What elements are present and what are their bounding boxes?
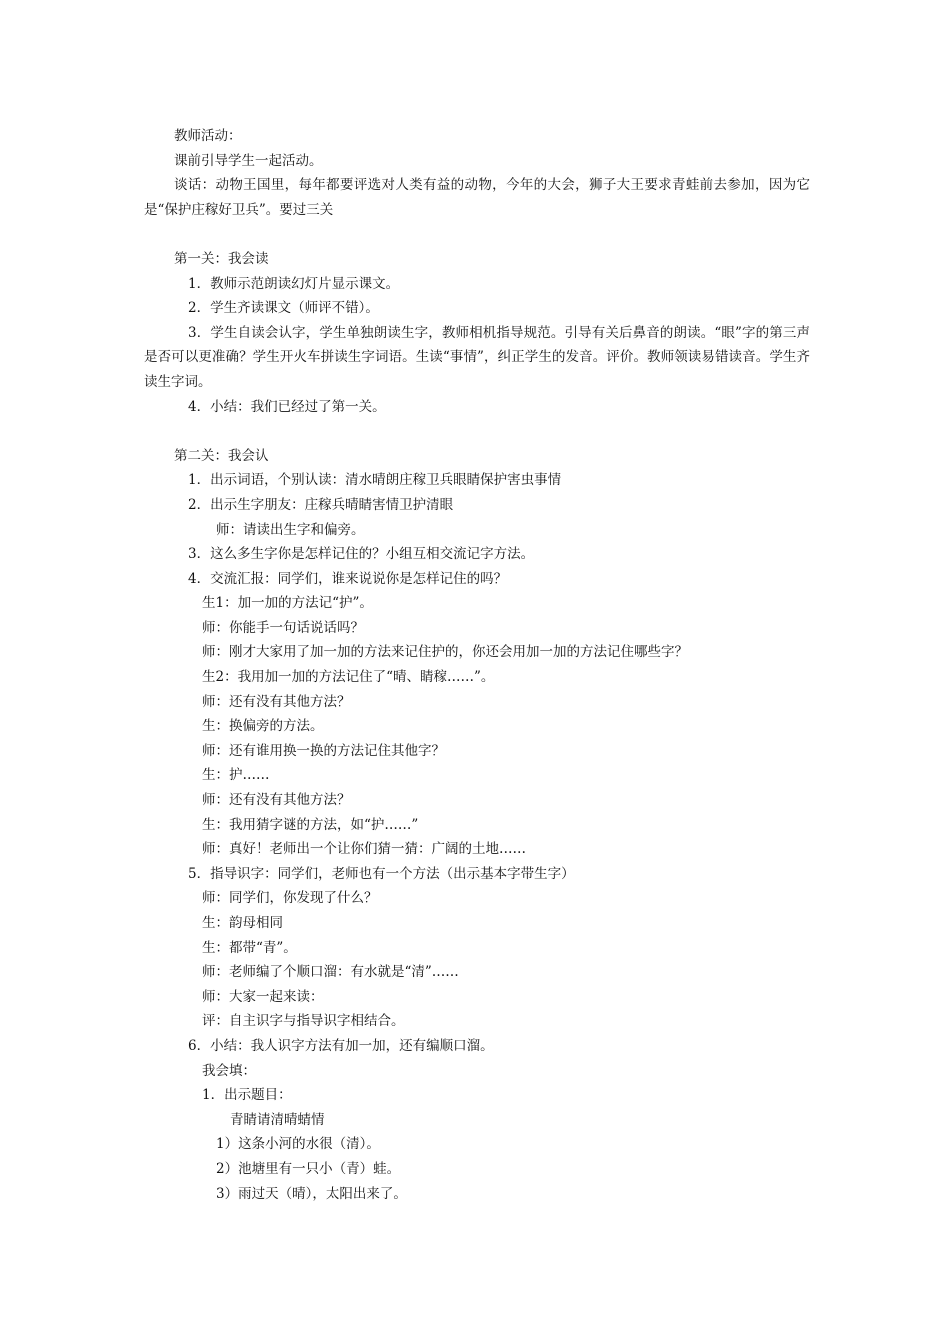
fill-question: 3）雨过天（晴），太阳出来了。 (216, 1185, 407, 1202)
dialogue-line: 生：我用猜字谜的方法，如“护……” (202, 816, 419, 833)
dialogue-line: 生：韵母相同 (202, 915, 283, 931)
spacer (144, 419, 810, 444)
spacer (144, 222, 810, 247)
dialogue-line: 师：老师编了个顺口溜：有水就是“清”…… (202, 964, 459, 981)
fill-question: 1）这条小河的水很（清）。 (216, 1136, 380, 1153)
intro-talk-paragraph: 谈话：动物王国里，每年都要评选对人类有益的动物，今年的大会，狮子大王要求青蛙前去参加，因为它是“保护庄稼好卫兵”。要过三关 (144, 177, 810, 218)
fill-item-1: 1．出示题目： (202, 1087, 292, 1104)
document-body (144, 124, 810, 1206)
dialogue-line: 生：都带“青”。 (202, 939, 297, 956)
dialogue-line: 师：还有没有其他方法？ (202, 792, 351, 809)
level2-title: 第二关：我会认 (174, 447, 269, 464)
dialogue-line: 师：还有没有其他方法？ (202, 693, 351, 710)
level1-item-3: 3．学生自读会认字，学生单独朗读生字，教师相机指导规范。引导有关后鼻音的朗读。“眼”字的第三声是否可以更准确？学生开火车拼读生字词语。生读“事情”，纠正学生的发音。评价。教师领读易错读音。学生齐读生字词。 (144, 324, 810, 390)
level2-item-2: 2．出示生字朋友：庄稼兵晴睛害情卫护清眼 (188, 496, 454, 513)
level2-item-4: 4．交流汇报：同学们，谁来说说你是怎样记住的吗？ (188, 570, 508, 587)
level1-item-1: 1．教师示范朗读幻灯片显示课文。 (188, 275, 400, 292)
dialogue-line: 师：大家一起来读： (202, 988, 324, 1005)
level1-item-2: 2．学生齐读课文（师评不错）。 (188, 300, 379, 317)
level2-item-2-note: 师：请读出生字和偏旁。 (216, 521, 365, 538)
dialogue-line: 师：你能手一句话说话吗？ (202, 619, 364, 636)
level1-item-4: 4．小结：我们已经过了第一关。 (188, 398, 386, 415)
dialogue-line: 师：刚才大家用了加一加的方法来记住护的，你还会用加一加的方法记住哪些字？ (202, 644, 688, 661)
fill-word-list: 青睛请清晴蜻情 (230, 1111, 325, 1128)
level2-item-1: 1．出示词语，个别认读：清水晴朗庄稼卫兵眼睛保护害虫事情 (188, 472, 562, 489)
fill-question: 2）池塘里有一只小（青）蛙。 (216, 1160, 401, 1177)
dialogue-line: 师：还有谁用换一换的方法记住其他字？ (202, 742, 445, 759)
section-heading: 教师活动： (174, 128, 242, 144)
intro-line: 课前引导学生一起活动。 (174, 152, 323, 169)
dialogue-line: 师：真好！老师出一个让你们猜一猜：广阔的土地…… (202, 841, 526, 858)
dialogue-line: 生2：我用加一加的方法记住了“晴、睛稼……”。 (202, 669, 495, 686)
level2-item-5: 5．指导识字：同学们，老师也有一个方法（出示基本字带生字） (188, 865, 575, 882)
dialogue-line: 生：换偏旁的方法。 (202, 718, 324, 735)
dialogue-line: 师：同学们，你发现了什么？ (202, 890, 378, 907)
dialogue-line: 生：护…… (202, 767, 270, 784)
dialogue-line: 评：自主识字与指导识字相结合。 (202, 1013, 405, 1030)
dialogue-line: 生1：加一加的方法记“护”。 (202, 595, 373, 612)
level2-item-3: 3．这么多生字你是怎样记住的？小组互相交流记字方法。 (188, 546, 535, 563)
level2-item-6: 6．小结：我人识字方法有加一加，还有编顺口溜。 (188, 1037, 494, 1054)
fill-section-title: 我会填： (202, 1062, 256, 1079)
level1-title: 第一关：我会读 (174, 250, 269, 267)
